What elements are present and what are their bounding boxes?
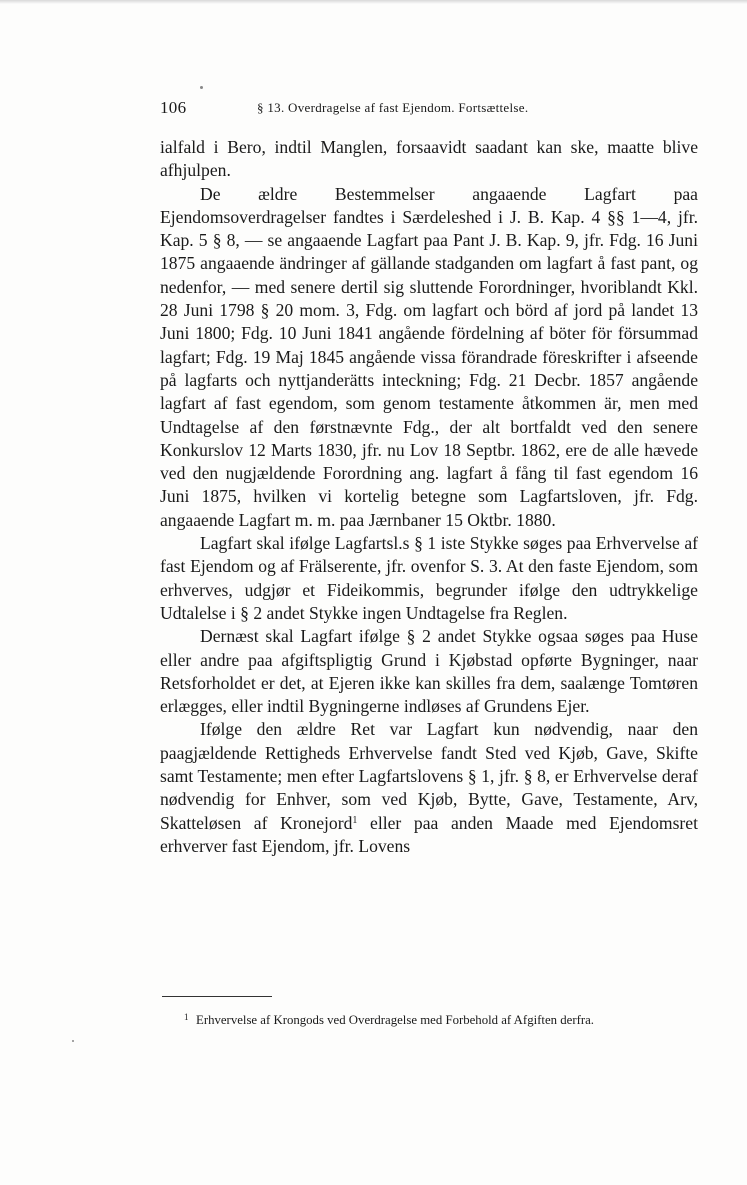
body-text [160, 136, 698, 858]
footnote-reference: 1 [352, 814, 358, 826]
paragraph-2: De ældre Bestemmelser angaaende Lagfart paa Ejendomsoverdragelser fandtes i Særdeleshed i J. B. Kap. 4 §§ 1—4, jfr. Kap. 5 § 8, — se angaaende Lagfart paa Pant J. B. Kap. 9, jfr. Fdg. 16 Juni 1875 angaaende ändringer af gällande stadganden om lagfart å fast pant, og nedenfor, — med senere dertil sig sluttende Forordninger, hvoriblandt Kkl. 28 Juni 1798 § 20 mom. 3, Fdg. om lagfart och börd af jord på landet 13 Juni 1800; Fdg. 10 Juni 1841 angående fördelning af böter för försummad lagfart; Fdg. 19 Maj 1845 angående vissa förandrade föreskrifter i afseende på lagfarts och nyttjanderätts inteckning; Fdg. 21 Decbr. 1857 angående lagfart af fast egendom, som genom testamente åtkommen är, men med Undtagelse af den førstnævnte Fdg., der alt bortfaldt ved den senere Konkurslov 12 Marts 1830, jfr. nu Lov 18 Septbr. 1862, ere de alle hævede ved den nugjældende Forordning ang. lagfart å fång til fast egendom 16 Juni 1875, hvilken vi kortelig betegne som Lagfartsloven, jfr. Fdg. angaaende Lagfart m. m. paa Jærnbaner 15 Oktbr. 1880. [160, 183, 698, 530]
footnote-mark: 1 [184, 1012, 189, 1022]
page-number: 106 [160, 98, 187, 117]
page-top-edge [0, 0, 747, 4]
paragraph-5-text: Ifølge den ældre Ret var Lagfart kun nødvendig, naar den paagjældende Rettigheds Erhvervelse fandt Sted ved Kjøb, Gave, Skifte samt Testamente; men efter Lagfartslovens § 1, jfr. § 8, er Erhvervelse deraf nødvendig for Enhver, som ved Kjøb, Bytte, Gave, Testamente, Arv, Skatteløsen af Kronejord [160, 719, 698, 833]
footnote-text: Erhvervelse af Krongods ved Overdragelse med Forbehold af Afgiften derfra. [196, 1013, 594, 1027]
footnote-rule [162, 996, 272, 997]
paragraph-1: ialfald i Bero, indtil Manglen, forsaavidt saadant kan ske, maatte blive afhjulpen. [160, 137, 698, 181]
footnote [184, 1012, 706, 1028]
paragraph-3: Lagfart skal ifølge Lagfartsl.s § 1 iste Stykke søges paa Erhvervelse af fast Ejendom og af Frälserente, jfr. ovenfor S. 3. At den faste Ejendom, som erhverves, udgjør et Fideikommis, begrunder ifølge den udtrykkelige Udtalelse i § 2 andet Stykke ingen Undtagelse fra Reglen. [160, 533, 698, 623]
paragraph-5 [160, 718, 698, 858]
paper-speck [72, 1040, 74, 1042]
paragraph-5-text-after: eller paa anden Maade med Ejendomsret erhverver fast Ejendom, jfr. Lovens [160, 812, 698, 856]
paper-speck [200, 86, 203, 89]
paragraph-4: Dernæst skal Lagfart ifølge § 2 andet Stykke ogsaa søges paa Huse eller andre paa afgiftspligtig Grund i Kjøbstad opførte Bygninger, naar Retsforholdet er det, at Ejeren ikke kan skilles fra dem, saalænge Tomtøren erlægges, eller indtil Bygningerne indløses af Grundens Ejer. [160, 626, 698, 717]
section-title: § 13. Overdragelse af fast Ejendom. Fortsættelse. [257, 100, 529, 115]
running-head [160, 98, 620, 122]
